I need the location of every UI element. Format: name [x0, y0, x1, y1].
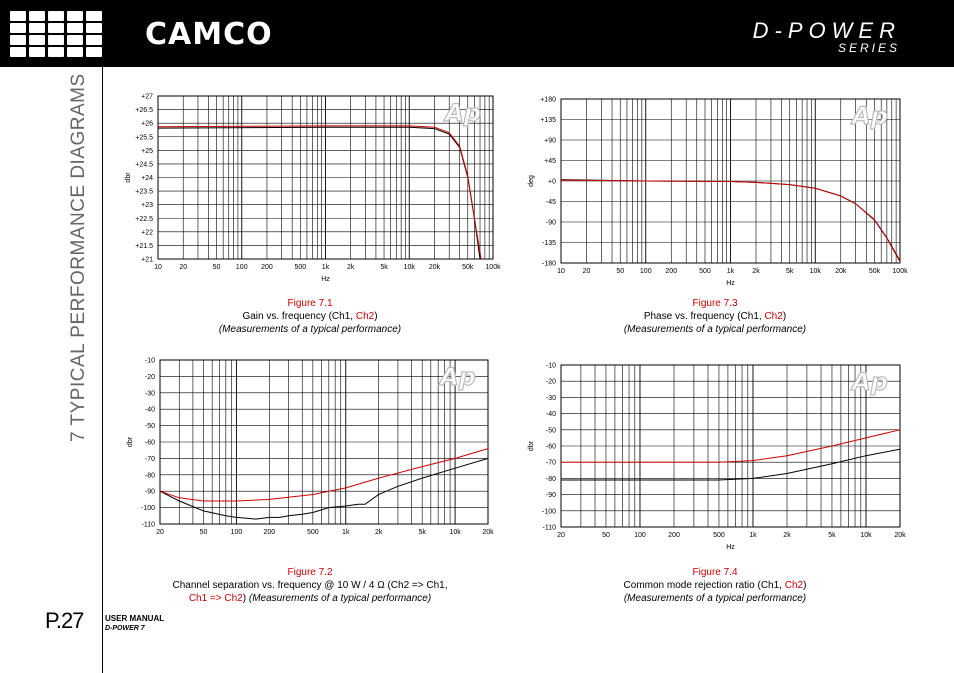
series-line-ch1 [158, 127, 480, 259]
ap-watermark-icon: Ap [852, 102, 888, 130]
y-tick-label: -40 [545, 411, 556, 419]
y-tick-label: -70 [545, 459, 556, 467]
y-axis-label: dbr [127, 436, 134, 448]
section-title: 7 TYPICAL PERFORMANCE DIAGRAMS [68, 73, 89, 442]
x-tick-label: 20 [156, 529, 164, 536]
desc-text: Gain vs. frequency (Ch1, [242, 311, 356, 322]
figure-label: Figure 7.3 [692, 298, 738, 309]
product-name: D-POWER [752, 18, 901, 43]
x-tick-label: 50k [868, 268, 881, 275]
y-tick-label: +135 [540, 117, 556, 124]
y-tick-label: -45 [545, 199, 556, 206]
x-tick-label: 5k [786, 268, 794, 275]
x-tick-label: 10k [860, 532, 872, 539]
y-tick-label: -90 [545, 492, 556, 500]
y-tick-label: +180 [540, 96, 556, 104]
y-tick-label: -10 [545, 362, 556, 370]
ap-watermark-icon: Ap [852, 368, 888, 396]
y-tick-label: +22 [141, 229, 153, 237]
figure-caption-7-2 [130, 566, 490, 605]
x-tick-label: 2k [374, 529, 383, 536]
y-tick-label: +24 [141, 175, 153, 182]
x-tick-label: 1k [726, 268, 735, 275]
series-line-ch1 [561, 449, 900, 480]
figure-description: Channel separation vs. frequency @ 10 W / 4 Ω (Ch2 => Ch1, [172, 580, 448, 591]
y-tick-label: +0 [548, 178, 556, 186]
x-tick-label: 200 [261, 264, 273, 271]
x-tick-label: 10k [449, 529, 461, 536]
desc-suffix: ) [374, 311, 378, 322]
y-tick-label: -135 [541, 240, 556, 247]
y-tick-label: +27 [141, 93, 153, 101]
footer-model: D-POWER 7 [105, 625, 145, 632]
y-tick-label: +26.5 [135, 107, 153, 115]
desc-suffix: ) [803, 580, 807, 591]
x-tick-label: 200 [263, 529, 276, 536]
x-tick-label: 20 [179, 264, 188, 271]
y-tick-label: -100 [140, 505, 155, 513]
x-tick-label: 20k [482, 529, 494, 536]
x-tick-label: 10k [403, 264, 415, 271]
y-axis-label: dbr [528, 440, 535, 452]
x-tick-label: 10 [557, 268, 565, 275]
y-tick-label: +26 [141, 120, 153, 128]
desc-text: Common mode rejection ratio (Ch1, [623, 580, 785, 591]
x-tick-label: 500 [699, 268, 711, 275]
product-series: SERIES [837, 41, 900, 55]
y-tick-label: -10 [144, 357, 155, 365]
x-tick-label: 500 [713, 532, 725, 539]
x-tick-label: 100 [235, 264, 248, 271]
y-tick-label: +90 [544, 137, 556, 145]
figure-note: (Measurements of a typical performance) [248, 593, 432, 604]
chart-fig74 [528, 363, 906, 552]
x-tick-label: 20 [557, 532, 565, 539]
y-tick-label: -90 [144, 488, 155, 496]
series-line-ch2 [158, 126, 481, 259]
y-tick-label: -50 [545, 427, 556, 435]
x-tick-label: 50 [616, 268, 625, 275]
x-tick-label: 50k [462, 264, 474, 271]
ch-text: Ch1 => Ch2 [188, 593, 243, 604]
y-tick-label: +45 [544, 158, 556, 165]
x-tick-label: 50 [212, 264, 221, 271]
x-tick-label: 2k [752, 268, 760, 275]
figure-description [565, 310, 865, 323]
x-axis-label: Hz [726, 544, 735, 551]
y-tick-label: -30 [545, 394, 556, 402]
footer-manual: USER MANUAL [105, 614, 165, 623]
x-tick-label: 50 [199, 529, 208, 536]
y-tick-label: -30 [144, 390, 155, 398]
ch2-text: Ch2 [764, 311, 783, 322]
y-tick-label: +22.5 [135, 215, 153, 223]
x-tick-label: 10k [809, 268, 821, 275]
x-tick-label: 2k [783, 532, 791, 539]
x-tick-label: 5k [828, 532, 836, 539]
y-tick-label: -20 [144, 373, 155, 381]
figure-caption-7-1 [160, 297, 460, 336]
y-tick-label: -110 [141, 521, 155, 529]
brand-logo: CAMCO [145, 17, 273, 52]
figure-description [565, 579, 865, 592]
y-tick-label: +25.5 [135, 134, 153, 142]
x-tick-label: 5k [418, 529, 426, 536]
x-tick-label: 100k [485, 264, 501, 271]
ch2-text: Ch2 [355, 311, 375, 322]
ap-watermark-icon: Ap [440, 363, 476, 391]
x-tick-label: 500 [306, 529, 319, 536]
x-tick-label: 20k [894, 532, 906, 539]
figure-caption-7-4 [565, 566, 865, 605]
x-tick-label: 20 [582, 268, 591, 275]
x-axis-label: Hz [726, 280, 735, 287]
desc-suffix: ) [782, 311, 787, 322]
x-tick-label: 20k [428, 264, 441, 271]
x-tick-label: 2k [347, 264, 355, 271]
desc-suffix: ) [242, 593, 247, 604]
figure-label: Figure 7.1 [287, 298, 333, 309]
y-axis-label: dbr [125, 172, 132, 183]
ap-watermark-icon: Ap [445, 99, 481, 127]
y-tick-label: -100 [541, 508, 556, 516]
y-tick-label: -180 [541, 260, 556, 268]
ch2-text: Ch2 [784, 580, 804, 591]
y-tick-label: -20 [545, 378, 556, 386]
y-tick-label: +23.5 [135, 188, 153, 196]
y-tick-label: -110 [542, 524, 556, 532]
x-tick-label: 1k [321, 264, 330, 271]
y-tick-label: +21.5 [135, 242, 153, 250]
series-line-ch1 [160, 458, 488, 519]
y-tick-label: -70 [144, 455, 155, 463]
x-tick-label: 50 [602, 532, 610, 539]
desc-text: Phase vs. frequency (Ch1, [643, 311, 765, 322]
chart-fig73 [528, 97, 908, 288]
x-axis-label: Hz [321, 276, 330, 283]
figure-description-line2 [130, 592, 490, 605]
chart-fig72 [127, 358, 494, 537]
y-tick-label: +21 [141, 256, 153, 264]
x-tick-label: 5k [380, 264, 388, 271]
figure-note: (Measurements of a typical performance) [218, 324, 402, 335]
y-tick-label: +23 [141, 202, 153, 210]
x-tick-label: 200 [668, 532, 680, 539]
x-tick-label: 10 [154, 264, 162, 271]
y-tick-label: +24.5 [135, 161, 153, 169]
figure-note: (Measurements of a typical performance) [623, 324, 807, 335]
y-tick-label: -40 [144, 406, 155, 414]
x-tick-label: 1k [749, 532, 757, 539]
x-tick-label: 100 [634, 532, 646, 539]
figure-note: (Measurements of a typical performance) [623, 593, 807, 604]
y-tick-label: -80 [144, 472, 155, 480]
x-tick-label: 1k [342, 529, 350, 536]
y-axis-label: deg [528, 175, 535, 187]
x-tick-label: 500 [294, 264, 307, 271]
figure-caption-7-3 [565, 297, 865, 336]
y-tick-label: -60 [144, 439, 155, 447]
y-tick-label: -50 [144, 423, 155, 431]
figure-label: Figure 7.2 [287, 567, 333, 578]
page-number: P.27 [45, 608, 84, 633]
x-tick-label: 100k [892, 268, 908, 275]
x-tick-label: 100 [639, 268, 652, 275]
x-tick-label: 20k [835, 268, 847, 275]
figure-label: Figure 7.4 [692, 567, 738, 578]
y-tick-label: -90 [545, 219, 556, 227]
x-tick-label: 100 [230, 529, 243, 536]
x-tick-label: 200 [665, 268, 678, 275]
figure-description [160, 310, 460, 323]
y-tick-label: -80 [545, 475, 556, 483]
chart-fig71 [125, 94, 501, 284]
y-tick-label: -60 [545, 443, 556, 451]
y-tick-label: +25 [141, 147, 153, 155]
